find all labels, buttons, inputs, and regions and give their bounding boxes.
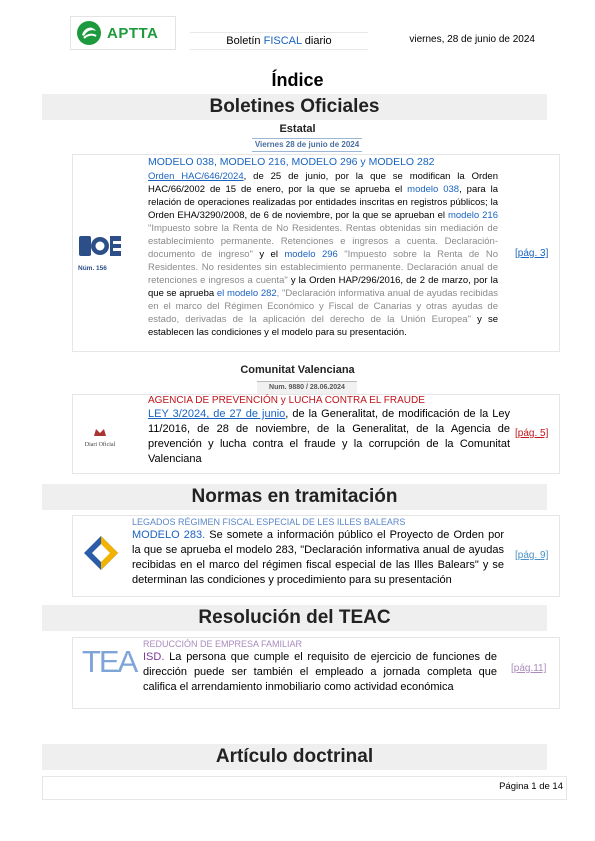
header-date: viernes, 28 de junio de 2024 [409, 34, 535, 45]
modelo-283-label: MODELO 283. [132, 529, 206, 541]
section-boletines-oficiales: Boletines Oficiales [42, 94, 547, 120]
cv-date-badge: Num. 9880 / 28.06.2024 [257, 381, 357, 395]
dogv-logo [80, 424, 120, 448]
estatal-date-badge: Viernes 28 de junio de 2024 [252, 138, 362, 152]
comunitat-valenciana-label: Comunitat Valenciana [240, 364, 355, 376]
entry-dogv-page-link[interactable]: [pág. 5] [515, 428, 549, 439]
boe-number: Núm. 156 [78, 265, 107, 272]
modelo-038-link[interactable]: modelo 038 [407, 184, 460, 195]
boe-logo [78, 234, 122, 272]
page-number: Página 1 de 14 [499, 781, 563, 792]
aeat-logo-icon [82, 534, 120, 572]
footer-box [42, 776, 567, 800]
entry-modelo-283-heading: LEGADOS RÉGIMEN FISCAL ESPECIAL DE LES ILLES BALEARS [132, 517, 406, 527]
index-title: Índice [271, 70, 324, 90]
dogv-logo-text: Diari Oficial [84, 442, 116, 448]
entry-boe-heading: MODELO 038, MODELO 216, MODELO 296 y MODELO 282 [148, 156, 435, 168]
isd-label: ISD. [143, 651, 165, 663]
bulletin-title: Boletín FISCAL diario [190, 32, 368, 50]
entry-boe-page-link[interactable]: [pág. 3] [515, 248, 549, 259]
dogv-crest-icon [93, 427, 107, 437]
orden-hac-646-link[interactable]: Orden HAC/646/2024 [148, 171, 244, 182]
aeat-logo [82, 534, 120, 577]
section-resolucion-teac: Resolución del TEAC [42, 605, 547, 631]
modelo-296-link[interactable]: modelo 296 [284, 249, 338, 260]
aptta-logo-icon [75, 20, 103, 46]
entry-dogv-heading: AGENCIA DE PREVENCIÓN y LUCHA CONTRA EL FRAUDE [148, 395, 425, 406]
entry-dogv-text: AGENCIA DE PREVENCIÓN y LUCHA CONTRA EL FRAUDE LEY 3/2024, de 27 de junio, de la Generalitat, de modificación de la Ley 11/2016, de 28 de noviembre, de la Generalitat, de la Agencia de prevención y lucha contra el fraude y la corrupción de la Comunitat Valenciana [148, 395, 510, 465]
boe-logo-icon [78, 234, 122, 258]
entry-boe-text: MODELO 038, MODELO 216, MODELO 296 y MODELO 282 Orden HAC/646/2024, de 25 de junio, por la que se modifican la Orden HAC/66/2002 de 15 de enero, por la que se aprueba el modelo 038, para la relación de operaciones realizadas por entidades inscritas en registros públicos; la Orden EHA/3290/2008, de 6 de noviembre, por la que se aprueban el modelo 216 "Impuesto sobre la Renta de No Residentes. Rentas obtenidas sin mediación de establecimiento permanente. Retenciones e ingresos a cuenta. Declaración-documento de ingreso" y el modelo 296 "Impuesto sobre la Renta de No Residentes. No residentes sin establecimiento permanente. Declaración anual de retenciones e ingresos a cuenta" y la Orden HAP/296/2016, de 2 de marzo, por la que se aprueba el modelo 282, "Declaración informativa anual de ayudas recibidas en el marco del Régimen Económico y Fiscal de Canarias y otras ayudas de estado, derivadas de la aplicación del derecho de la Unión Europea" y se establecen las condiciones y el modelo para su presentación. [148, 156, 499, 338]
entry-modelo-283-page-link[interactable]: [pág. 9] [515, 550, 549, 561]
section-articulo-doctrinal: Artículo doctrinal [42, 744, 547, 770]
teac-logo: TEA [82, 644, 137, 679]
aptta-logo-text: APTTA [107, 24, 159, 42]
estatal-label: Estatal [279, 123, 316, 135]
entry-teac-page-link[interactable]: [pág.11] [511, 663, 547, 674]
aptta-logo [70, 16, 176, 50]
entry-modelo-283-text: LEGADOS RÉGIMEN FISCAL ESPECIAL DE LES ILLES BALEARS MODELO 283. Se somete a información público el Proyecto de Orden por la que se aprueba el modelo 283, "Declaración informativa anual de ayudas recibidas en el marco del régimen fiscal especial de las Illes Balears" y se determinan las condiciones y procedimiento para su presentación [132, 517, 504, 586]
section-normas-tramitacion: Normas en tramitación [42, 484, 547, 510]
modelo-216-link[interactable]: modelo 216 [447, 210, 498, 221]
entry-teac-text: REDUCCIÓN DE EMPRESA FAMILIAR ISD. La persona que cumple el requisito de ejercicio de funciones de dirección puede ser también el empleado a jornada completa que califica el arrendamiento inmobiliario como actividad económica [143, 639, 497, 693]
ley-3-2024-link[interactable]: LEY 3/2024, de 27 de junio [148, 408, 286, 420]
entry-teac-heading: REDUCCIÓN DE EMPRESA FAMILIAR [143, 639, 303, 649]
modelo-282-link[interactable]: el modelo 282 [216, 288, 277, 299]
